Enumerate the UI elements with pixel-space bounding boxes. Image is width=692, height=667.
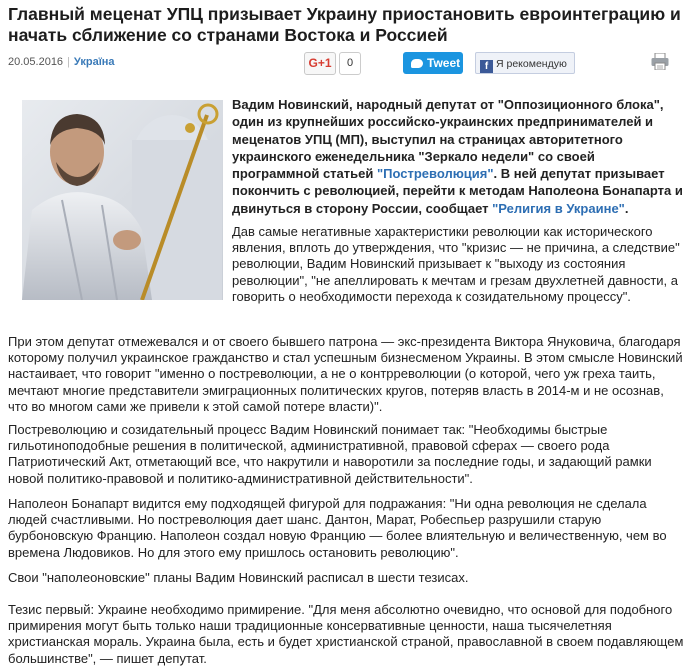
google-plus-button[interactable]: G+1 (304, 52, 336, 75)
body-paragraph-2: При этом депутат отмежевался и от своего бывшего патрона — экс-президента Виктора Януковича, благодаря которому получил украинское гражданство и стал успешным бизнесменом Украины. В этом смысле Новинский настаивает, что говорит "именно о постреволюции, а не о контрреволюции (о которой, чего уж греха таить, мечтают многие представители эмиграционных политических кругов, потеряв власть в 2014-м и не осознав, что во многом сами же привели к этой самой потере власти)". (8, 334, 683, 414)
lead-text-1: Вадим Новинский, народный депутат от "Оппозиционного блока", один из крупнейших российско-украинских предпринимателей и меценатов УПЦ (МП), выступил на страницах авторитетного украинского еженедельника "Зеркало недели" со своей программной статьей (232, 97, 664, 182)
publish-date: 20.05.2016 (8, 56, 64, 68)
body-paragraph-6: Тезис первый: Украине необходимо примирение. "Для меня абсолютно очевидно, что основой для подобного примирения могут быть только наши традиционные консервативные ценности, наша тысячелетняя христианская мораль. Украина была, есть и будет христианской страной, православной в своем подавляющем большинстве", — пишет депутат. (8, 602, 684, 666)
lead-text-3: . (624, 200, 629, 216)
tweet-label: Tweet (427, 56, 461, 70)
category-link[interactable]: Україна (73, 56, 115, 68)
twitter-bird-icon (411, 59, 423, 68)
article-title: Главный меценат УПЦ призывает Украину приостановить евроинтеграцию и начать сближение со странами Востока и Россией (8, 4, 681, 45)
facebook-recommend-label: Я рекомендую (496, 58, 567, 70)
lead-text-2: . В ней депутат призывает покончить с революцией, перейти к методам Наполеона Бонапарта и двинуться в сторону России, сообщает (232, 166, 683, 216)
meta-separator: | (67, 56, 70, 68)
religion-in-ukraine-link[interactable]: "Религия в Украине" (492, 200, 625, 216)
body-paragraph-3: Постреволюцию и созидательный процесс Вадим Новинский понимает так: "Необходимы быстрые гильотиноподобные решения в политической, административной, правовой сферах — своего рода Патриотический Акт, отметающий все, что накрутили и наворотили за последние годы, и задающий рамки новой политико-правовой и политико-административной действительности". (8, 422, 652, 486)
article-photo (22, 100, 223, 300)
tweet-button[interactable] (403, 52, 463, 74)
body-paragraph-4: Наполеон Бонапарт видится ему подходящей фигурой для подражания: "Ни одна революция не сделала людей счастливыми. Но постреволюция дает шанс. Дантон, Марат, Робеспьер разрушили старую бурбоновскую Францию. Наполеон создал новую Францию — более влиятельную и величественную, чем во времена Людовиков. Но для этого ему пришлось остановить революцию". (8, 496, 667, 560)
facebook-recommend-button[interactable] (475, 52, 575, 74)
postrevolution-link[interactable]: "Постреволюция" (376, 166, 494, 182)
body-paragraph-5: Свои "наполеоновские" планы Вадим Новинский расписал в шести тезисах. (8, 570, 469, 585)
body-paragraph-1: Дав самые негативные характеристики революции как исторического явления, вплоть до утверждения, что "кризис — не причина, а следствие" революции, Вадим Новинский призывает к "выходу из состояния революции", "не апеллировать к мечтам и грезам двухлетней давности, а говорить о необходимости перехода к созидательному процессу". (232, 224, 680, 304)
google-plus-count: 0 (339, 52, 361, 75)
article-meta (8, 56, 115, 68)
facebook-icon: f (480, 60, 493, 73)
printer-icon[interactable] (651, 53, 669, 70)
lead-paragraph (232, 96, 684, 217)
